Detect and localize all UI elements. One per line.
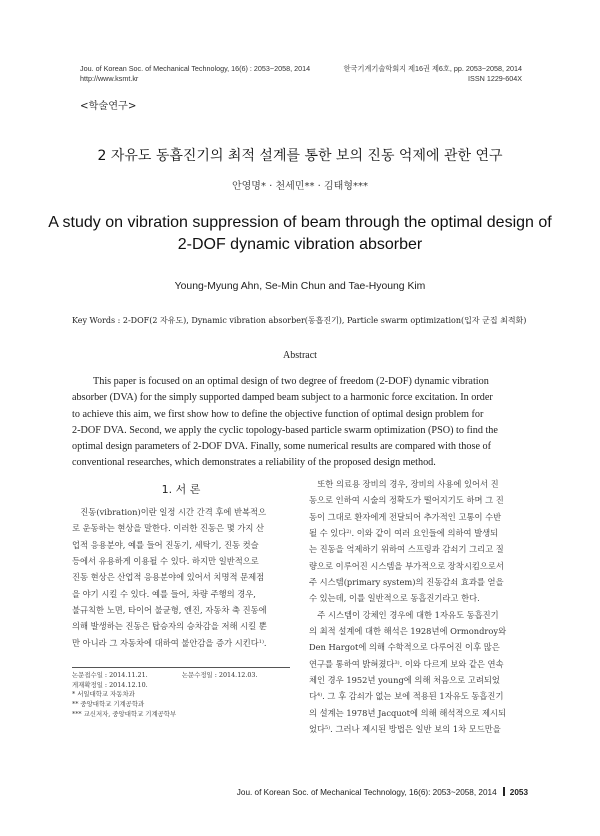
body-line-text: . 이와 같이 여러 요인들에 의하여 발생되 [351,528,499,539]
footnote-divider [72,667,290,668]
affiliation-2: ** 중앙대학교 기계공학과 [72,700,145,709]
body-line: 주 시스템이 강체인 경우에 대한 1자유도 동흡진기 [317,609,499,620]
body-line [309,525,529,541]
paper-title-english [0,212,600,256]
abstract-line: to achieve this aim, we first show how to define the objective function of optimal design problem for [72,408,484,420]
body-line-text: . 이와 다르게 보와 같은 연속 [399,658,504,669]
body-line-text: . 그 후 감쇠가 없는 보에 적용된 1자유도 동흡진기 [322,691,504,702]
body-line-text: 연구를 통하여 밝혀졌다 [309,658,395,669]
body-line: 동이 그대로 환자에게 전달되어 추가적인 고통이 수반 [309,511,502,522]
citation-4[interactable]: 4) [317,692,323,699]
title-en-line-2: 2-DOF dynamic vibration absorber [177,236,423,253]
body-line-text: 만 아니라 그 자동차에 대하여 불안감을 증가 시킨다 [72,637,259,648]
journal-header-left [80,64,310,83]
paper-title-korean: 2 자유도 동흡진기의 최적 설계를 통한 보의 진동 억제에 관한 연구 [97,148,503,164]
journal-citation-korean: 한국기계기술학회지 제16권 제6호, pp. 2053~2058, 2014 [343,64,522,73]
abstract-body [72,374,528,472]
citation-3[interactable]: 3) [394,659,400,666]
keywords: Key Words : 2-DOF(2 자유도), Dynamic vibration absorber(동흡진기), Particle swarm optimization(입자 군집 최적화) [72,316,527,325]
body-line: 량으로 이루어진 시스템을 부가적으로 장착시킴으로서 [309,560,504,571]
citation-1[interactable]: 1) [258,638,264,645]
abstract-line: absorber (DVA) for the simply supported damped beam subject to a harmonic force excitation. In order [72,392,493,404]
revised-date: 논문수정일 : 2014.12.03. [181,671,258,679]
body-line: 체인 경우 1952년 young에 의해 처음으로 고려되었 [309,675,500,686]
abstract-heading: Abstract [283,350,317,361]
journal-issn: ISSN 1229-604X [468,73,522,83]
body-line: 수 있는데, 이를 일반적으로 동흡진기라고 한다. [309,593,480,604]
body-line: 로 운동하는 현상을 말한다. 이러한 진동은 몇 가지 산 [72,523,265,534]
body-line-text: . 그러나 제시된 방법은 일반 보의 1차 모드만을 [330,724,501,735]
affiliation-1: * 서일대학교 자동차과 [72,690,135,699]
body-line-text: 될 수 있다 [309,528,347,539]
body-line: 불규칙한 노면, 타이어 불균형, 엔진, 자동차 축 진동에 [72,605,267,616]
citation-2[interactable]: 2) [346,529,352,536]
abstract-line: conventional researches, which demonstrates a reliability of the proposed design method. [72,457,436,469]
page-number: 2053 [509,788,528,797]
body-line: 의해 발생하는 진동은 탑승자의 승차감을 저해 시킬 뿐 [72,621,267,632]
body-line: 의 설계는 1978년 Jacquot에 의해 해석적으로 제시되 [309,707,507,718]
affiliation-3: *** 교신저자, 중앙대학교 기계공학부 [72,709,177,718]
body-line: 의 최적 설계에 대한 해석은 1928년에 Ormondroy와 [309,626,507,637]
journal-header-right [344,64,522,83]
body-line: 업적 응용분야, 예를 들어 진동기, 세탁기, 진동 컷슬 [72,539,259,550]
footnotes [72,671,302,720]
body-line: 을 야기 시킬 수 있다. 예를 들어, 차량 주행의 경우, [72,588,256,599]
body-line [309,656,529,672]
received-date-row [72,671,302,681]
abstract-line: optimal design parameters of 2-DOF DVA. Finally, some numerical results are compared with those of [72,441,492,453]
footer-citation: Jou. of Korean Soc. of Mechanical Technology, 16(6): 2053~2058, 2014 [236,788,497,797]
body-line [309,688,529,704]
body-line-text: 었다 [309,724,326,735]
abstract-line: 2-DOF DVA. Second, we apply the cyclic topology-based particle swarm optimization (PSO) to find the [72,424,498,436]
body-line: 동으로 인하여 시술의 정확도가 떨어지기도 하며 그 진 [309,495,504,506]
body-line: 만 아니라 그 자동차에 대하여 불안감을 증가 시킨다$^{1)}$. [72,637,267,648]
journal-url[interactable]: http://www.ksmt.kr [80,73,139,83]
body-line: 주 시스템(primary system)의 진동감쇠 효과를 얻을 [309,577,504,588]
authors-english: Young-Myung Ahn, Se-Min Chun and Tae-Hyoung Kim [174,281,426,292]
received-date: 논문접수일 : 2014.11.21. [72,671,148,679]
body-line: 등에서 유용하게 이용될 수 있다. 하지만 일반적으로 [72,556,259,567]
abstract-line: This paper is focused on an optimal design of two degree of freedom (2-DOF) dynamic vibration [93,376,489,387]
body-line-text: 다 [309,691,318,702]
body-line [309,721,529,737]
citation-5[interactable]: 5) [325,725,331,732]
footer-separator [503,787,505,796]
title-en-line-1: A study on vibration suppression of beam through the optimal design of [48,214,552,231]
section-1-heading: 1. 서 론 [161,483,201,496]
right-column-body [309,476,529,738]
authors-korean: 안영명* · 천세민** · 김태형*** [231,181,368,192]
left-column-body [72,504,292,651]
body-line: Den Hargot에 의해 수학적으로 다루어진 이후 많은 [309,642,500,653]
body-line: 는 진동을 억제하기 위하여 스프링과 감쇠기 그리고 질 [309,544,504,555]
page-footer [237,787,528,797]
body-line: 진동(vibration)이란 일정 시간 간격 후에 반복적으 [80,507,267,517]
journal-citation: Jou. of Korean Soc. of Mechanical Technology, 16(6) : 2053~2058, 2014 [80,64,311,73]
accepted-date: 게재확정일 : 2014.12.10. [72,680,148,689]
body-line: 또한 의료용 장비의 경우, 장비의 사용에 있어서 진 [317,479,499,489]
body-line: 진동 현상은 산업적 응용분야에 있어서 치명적 문제점 [72,572,265,583]
category-label: <학술연구> [80,101,137,112]
